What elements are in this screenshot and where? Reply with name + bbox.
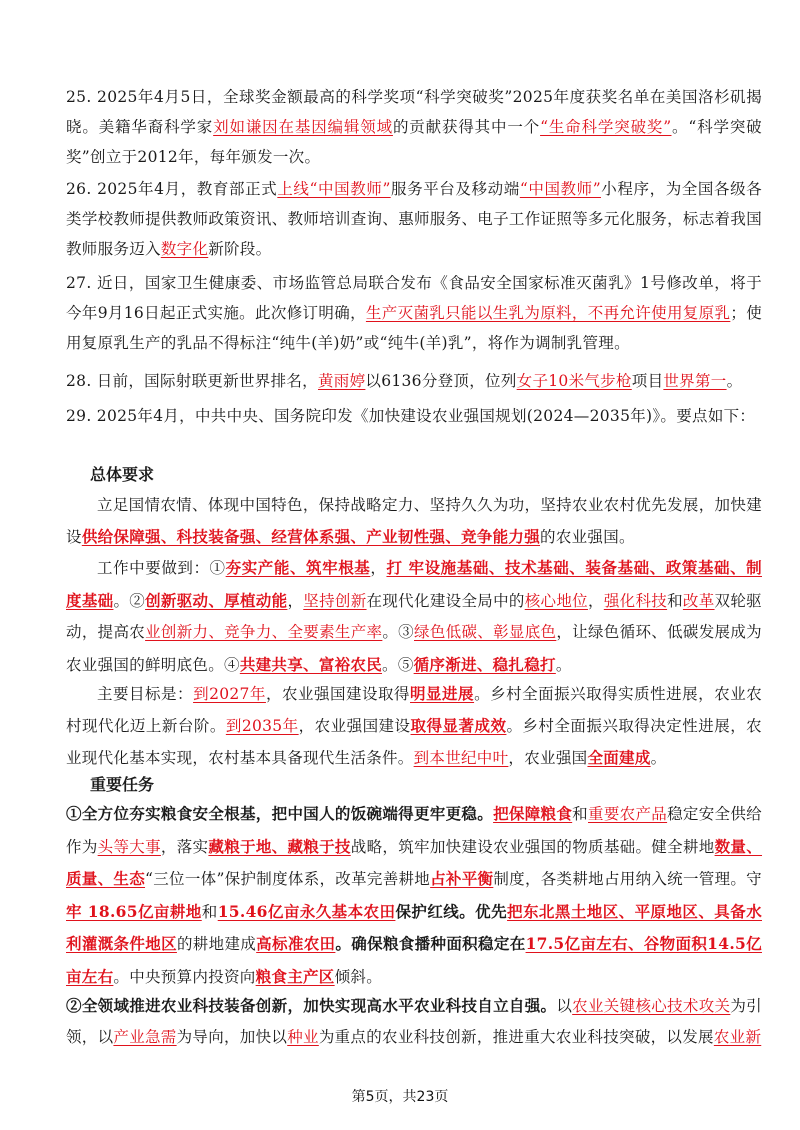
- highlight: 创新驱动、厚植动能: [145, 590, 288, 610]
- news-item-26: 26. 2025年4月，教育部正式上线“中国教师”服务平台及移动端“中国教师”小程序，为全国各级各类学校教师提供教师政策资讯、教师培训查询、惠师服务、电子工作证照等多元化服务，标志着我国教师服务迈入数字化新阶段。: [66, 180, 763, 258]
- overall-paragraph-2: 工作中要做到：①夯实产能、筑牢根基，打 牢设施基础、技术基础、装备基础、政策基础、制度基础。②创新驱动、厚植动能，坚持创新在现代化建设全局中的核心地位，强化科技和改革双轮驱动，提高农业创新力、竞争力、全要素生产率。③绿色低碳、彰显底色，让绿色循环、低碳发展成为农业强国的鲜明底色。④共建共享、富裕农民。⑤循序渐进、稳扎稳打。: [66, 558, 762, 674]
- highlight: 高标准农田: [256, 934, 336, 953]
- highlight: 女子10米气步枪: [516, 372, 632, 390]
- highlight: 数字化: [160, 240, 209, 258]
- highlight: 供给保障强、科技装备强、经营体系强、产业韧性强、竞争能力强: [81, 527, 541, 546]
- news-item-27: 27. 近日，国家卫生健康委、市场监管总局联合发布《食品安全国家标准灭菌乳》1号修改单，将于今年9月16日起正式实施。此次修订明确，生产灭菌乳只能以生乳为原料，不再允许使用复原乳；使用复原乳生产的乳品不得标注“纯牛(羊)奶”或“纯牛(羊)乳”，将作为调制乳管理。: [66, 274, 762, 352]
- highlight: 粮食主产区: [255, 966, 335, 986]
- highlight: 生产灭菌乳只能以生乳为原料，不再允许使用复原乳: [365, 304, 731, 322]
- highlight: 强化科技: [603, 591, 668, 610]
- highlight: 取得显著成效: [410, 716, 507, 735]
- news-item-28: 28. 日前，国际射联更新世界排名，黄雨婷以6136分登顶，位列女子10米气步枪项目世界第一。: [66, 372, 743, 390]
- tasks-paragraph-1: ①全方位夯实粮食安全根基，把中国人的饭碗端得更牢更稳。把保障粮食和重要农产品稳定安全供给作为头等大事，落实藏粮于地、藏粮于技战略，筑牢加快建设农业强国的物质基础。健全耕地数量、质量、生态“三位一体”保护制度体系，改革完善耕地占补平衡制度，各类耕地占用纳入统一管理。守牢 18.65亿亩耕地和15.46亿亩永久基本农田保护红线。优先把东北黑土地区、平原地区、具备水利灌溉条件地区的耕地建成高标准农田。确保粮食播种面积稳定在17.5亿亩左右、谷物面积14.5亿亩左右。中央预算内投资向粮食主产区倾斜。: [66, 804, 763, 986]
- highlight: “中国教师”: [519, 180, 601, 198]
- highlight: 17.5亿亩左右、谷物面积14.5亿亩左右: [66, 934, 762, 986]
- highlight: 把保障粮食: [493, 804, 573, 823]
- highlight: 世界第一: [663, 372, 727, 390]
- highlight: 数量、质量、生态: [66, 836, 763, 888]
- news-item-25: 25. 2025年4月5日，全球奖金额最高的科学奖项“科学突破奖”2025年度获奖名单在美国洛杉矶揭晓。美籍华裔科学家刘如谦因在基因编辑领域的贡献获得其中一个“生命科学突破奖”。“科学突破奖”创立于2012年，每年颁发一次。: [66, 88, 762, 166]
- highlight: 占补平衡: [430, 869, 494, 888]
- highlight: 产业急需: [113, 1028, 177, 1046]
- highlight: 把东北黑土地区、平原地区、具备水利灌溉条件地区: [66, 901, 762, 953]
- section-heading-tasks: 重要任务: [90, 775, 155, 794]
- highlight: 改革: [682, 591, 715, 610]
- highlight: 牢 18.65亿亩耕地: [66, 901, 202, 921]
- overall-paragraph-3: 主要目标是：到2027年，农业强国建设取得明显进展。乡村全面振兴取得实质性进展，农业农村现代化迈上新台阶。到2035年，农业强国建设取得显著成效。乡村全面振兴取得决定性进展，农业现代化基本实现，农村基本具备现代生活条件。到本世纪中叶，农业强国全面建成。: [66, 684, 763, 767]
- section-heading-overall: 总体要求: [90, 465, 155, 484]
- highlight: 业创新力、竞争力、全要素生产率: [145, 623, 383, 641]
- highlight: 明显进展: [410, 684, 475, 703]
- highlight: 全面建成: [587, 748, 651, 767]
- highlight: 农业新: [713, 1028, 762, 1046]
- highlight: 农业关键核心技术攻关: [572, 997, 731, 1015]
- overall-paragraph-1: 立足国情农情、体现中国特色，保持战略定力、坚持久久为功，坚持农业农村优先发展，加快建设供给保障强、科技装备强、经营体系强、产业韧性强、竞争能力强的农业强国。: [66, 496, 762, 546]
- highlight: 夯实产能、筑牢根基: [225, 558, 371, 577]
- highlight: 重要农产品: [588, 805, 668, 823]
- highlight: 到2027年: [193, 685, 266, 703]
- highlight: 核心地位: [524, 591, 588, 610]
- highlight: 循序渐进、稳扎稳打: [413, 654, 556, 674]
- highlight: 绿色低碳、彰显底色: [414, 623, 557, 641]
- news-item-29: 29. 2025年4月，中共中央、国务院印发《加快建设农业强国规划(2024—2035年)》。要点如下：: [66, 407, 756, 425]
- highlight: 上线“中国教师”: [277, 180, 391, 198]
- highlight: 15.46亿亩永久基本农田: [217, 901, 396, 921]
- page-number: 第5页，共23页: [351, 1089, 449, 1105]
- highlight: 头等大事: [97, 837, 161, 856]
- highlight: 到2035年: [225, 717, 299, 735]
- highlight: 打 牢设施基础、技术基础、装备基础、政策基础、制度基础: [66, 558, 762, 610]
- tasks-paragraph-2: ②全领域推进农业科技装备创新，加快实现高水平农业科技自立自强。以农业关键核心技术攻关为引领，以产业急需为导向，加快以种业为重点的农业科技创新，推进重大农业科技突破，以发展农业新: [66, 996, 762, 1046]
- highlight: 藏粮于地、藏粮于技: [208, 836, 351, 856]
- highlight: 坚持创新: [303, 591, 367, 610]
- highlight: 刘如谦因在基因编辑领域: [213, 118, 393, 136]
- highlight: 黄雨婷: [317, 372, 366, 390]
- highlight: “生命科学突破奖”: [540, 118, 672, 136]
- highlight: 种业: [287, 1028, 319, 1046]
- highlight: 共建共享、富裕农民: [239, 654, 383, 674]
- highlight: 到本世纪中叶: [413, 749, 509, 767]
